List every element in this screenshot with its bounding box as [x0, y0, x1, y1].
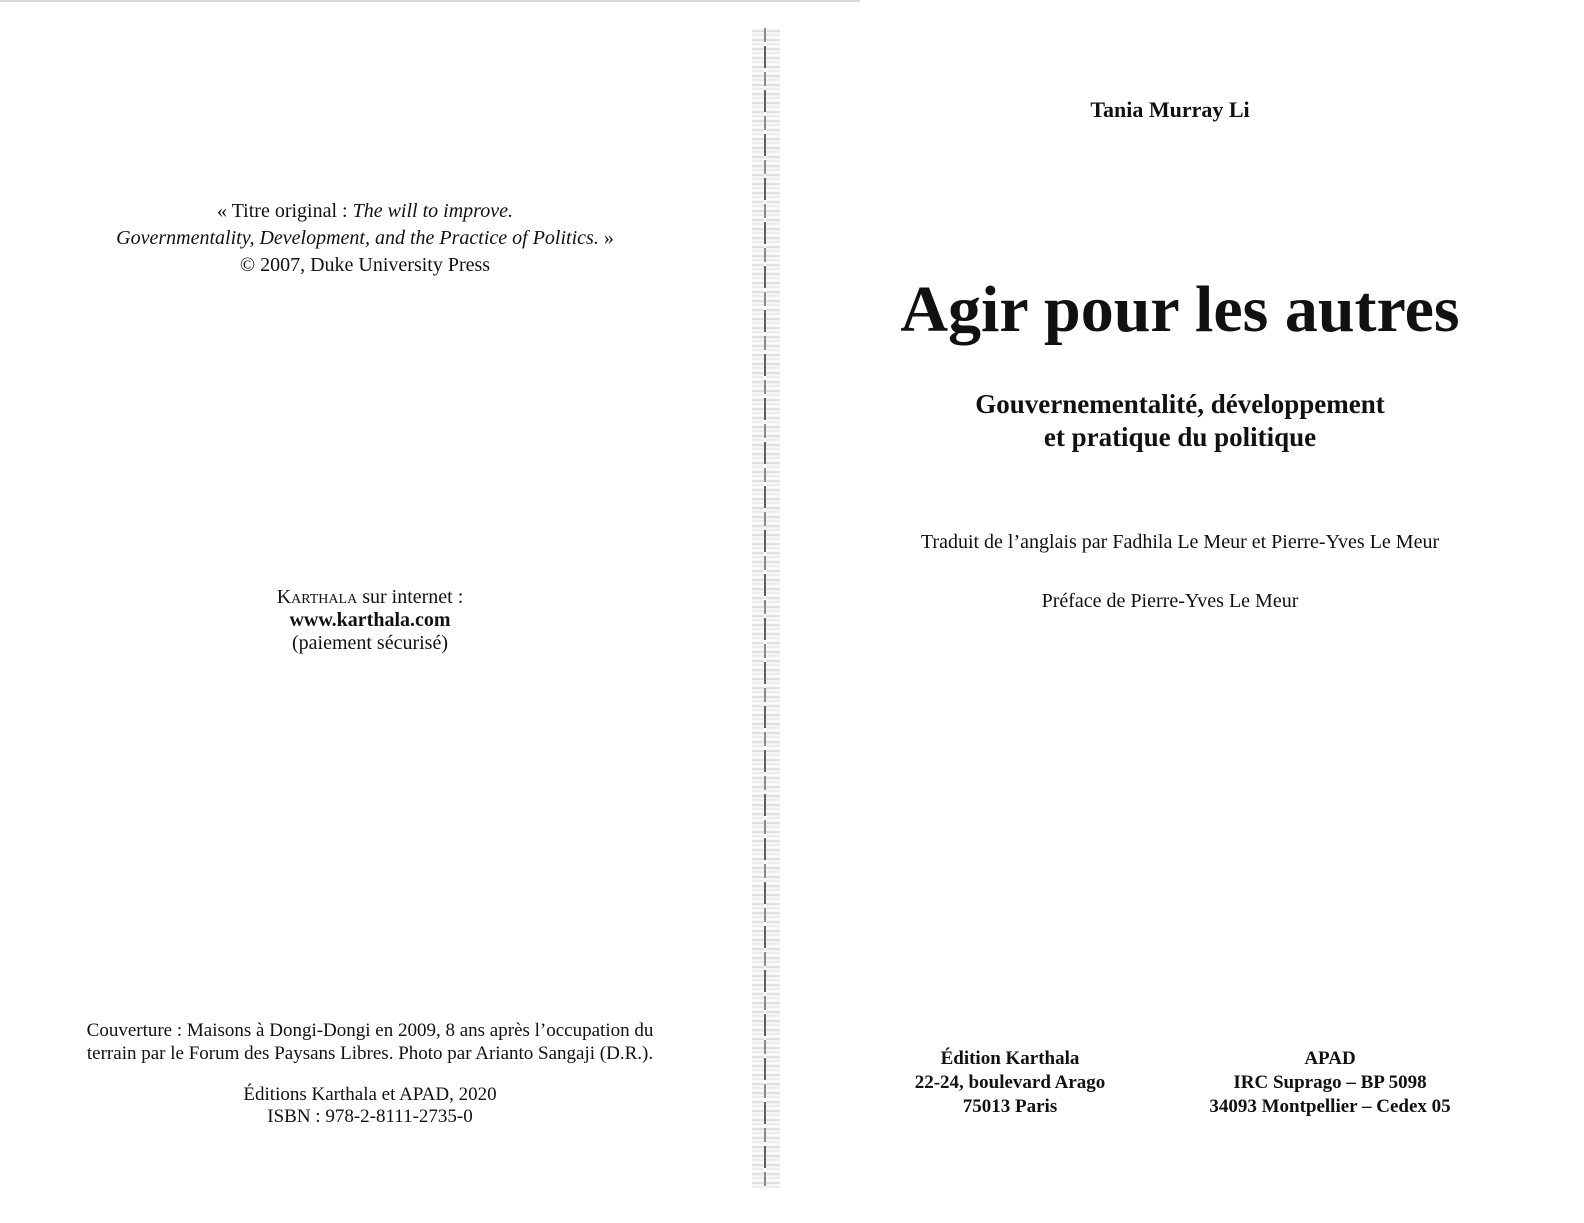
subtitle-line-1: Gouvernementalité, développement	[975, 389, 1385, 419]
publisher-apad-name: APAD	[1304, 1048, 1356, 1069]
original-subtitle: Governmentality, Development, and the Practice of Politics.	[116, 227, 599, 249]
publisher-apad-city: 34093 Montpellier – Cedex 05	[1209, 1096, 1451, 1117]
book-gutter	[752, 28, 780, 1188]
cover-credit-line-1: Couverture : Maisons à Dongi-Dongi en 2009, 8 ans après l’occupation du	[86, 1020, 654, 1041]
preface-credit: Préface de Pierre-Yves Le Meur	[1041, 590, 1299, 612]
payment-note: (paiement sécurisé)	[291, 632, 449, 654]
copyright-line: © 2007, Duke University Press	[239, 254, 491, 276]
book-spine-line	[764, 28, 766, 1188]
left-page	[0, 0, 752, 1223]
website-label-line: Karthala sur internet :	[276, 586, 464, 608]
subtitle-line-2: et pratique du politique	[1043, 422, 1317, 452]
publisher-karthala-street: 22-24, boulevard Arago	[914, 1072, 1106, 1093]
edition-line: Éditions Karthala et APAD, 2020	[243, 1084, 497, 1105]
original-title: The will to improve.	[352, 200, 513, 222]
translators-credit: Traduit de l’anglais par Fadhila Le Meur et Pierre-Yves Le Meur	[920, 531, 1440, 553]
original-title-line-2: Governmentality, Development, and the Practice of Politics. »	[116, 227, 614, 249]
right-page	[780, 0, 1584, 1223]
publisher-apad-address	[1180, 1047, 1480, 1119]
original-title-notice	[60, 198, 670, 279]
publisher-name: Karthala	[276, 586, 358, 608]
book-subtitle	[860, 388, 1500, 454]
publisher-karthala-city: 75013 Paris	[962, 1096, 1058, 1117]
isbn-line: ISBN : 978-2-8111-2735-0	[267, 1106, 473, 1127]
cover-credit-line-2: terrain par le Forum des Paysans Libres. Photo par Arianto Sangaji (D.R.).	[86, 1043, 654, 1064]
original-title-line-1: « Titre original : The will to improve.	[217, 200, 513, 222]
cover-credit	[40, 1019, 700, 1065]
edition-info	[170, 1084, 570, 1128]
publisher-apad-street: IRC Suprago – BP 5098	[1233, 1072, 1427, 1093]
author-name: Tania Murray Li	[1090, 97, 1250, 122]
website-notice	[220, 586, 520, 655]
website-url: www.karthala.com	[289, 609, 451, 631]
publisher-karthala-address	[870, 1047, 1150, 1119]
publisher-karthala-name: Édition Karthala	[940, 1048, 1080, 1069]
book-title: Agir pour les autres	[900, 273, 1460, 346]
